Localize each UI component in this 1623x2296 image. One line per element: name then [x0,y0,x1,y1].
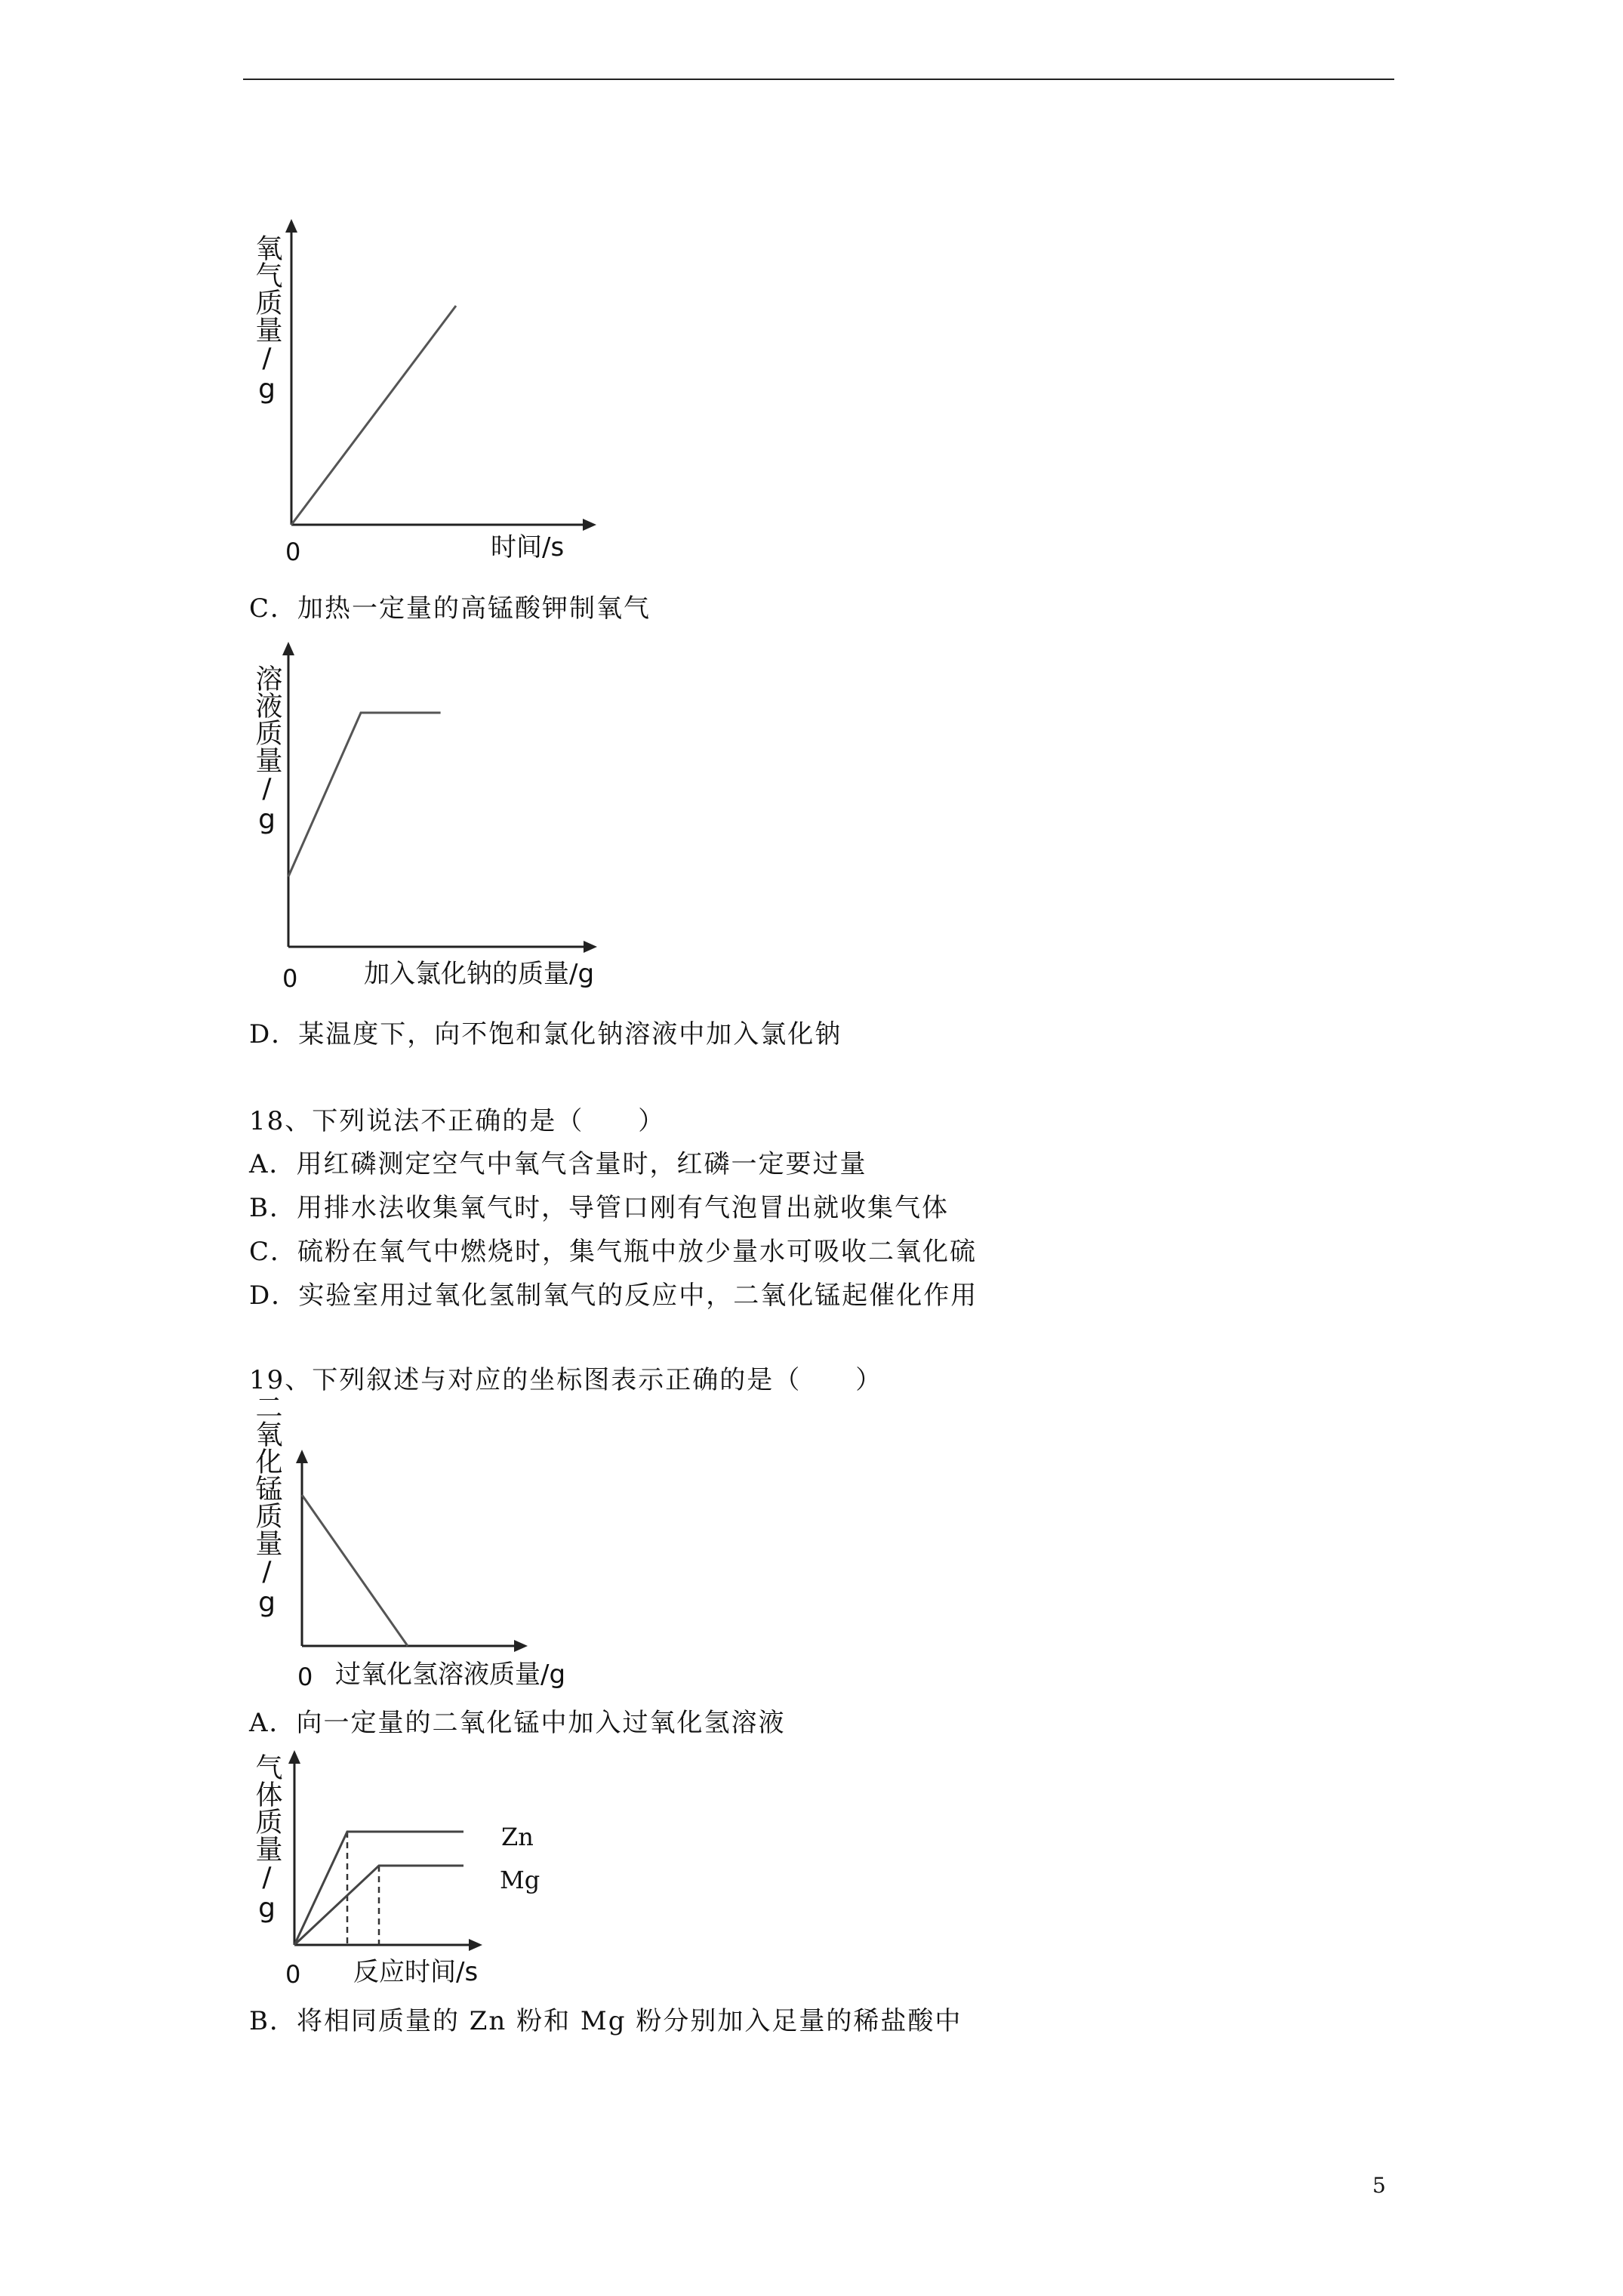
q19-option-b: B．将相同质量的 Zn 粉和 Mg 粉分别加入足量的稀盐酸中 [249,2006,962,2036]
q19-option-a: A．向一定量的二氧化锰中加入过氧化氢溶液 [249,1708,786,1738]
chart4-series-label-zn: Zn [501,1823,534,1851]
q19-stem: 19、下列叙述与对应的坐标图表示正确的是（ ） [249,1365,883,1395]
chart3-axes [296,1450,528,1652]
q18-stem: 18、下列说法不正确的是（ ） [249,1106,666,1136]
chart4-ylabel [248,1753,281,1934]
chart2-xlabel: 加入氯化钠的质量/g [364,959,595,989]
q18-option-a: A．用红磷测定空气中氧气含量时，红磷一定要过量 [249,1149,867,1179]
chart4-plot [282,1750,509,1946]
chart1-ylabel-text: 氧气质量/g [251,234,282,405]
chart1-series-line [291,306,456,525]
page-number: 5 [1372,2173,1386,2198]
chart1-axes [285,219,596,531]
chart2-series-line [288,713,441,877]
q17-option-d: D．某温度下，向不饱和氯化钠溶液中加入氯化钠 [249,1019,842,1049]
chart3-xlabel: 过氧化氢溶液质量/g [335,1660,566,1690]
chart4-ylabel-text: 气体质量/g [251,1753,282,1924]
q18-option-b: B．用排水法收集氧气时，导管口刚有气泡冒出就收集气体 [249,1193,949,1223]
chart1-xlabel: 时间/s [491,532,565,562]
chart2-plot [276,642,608,959]
chart3-plot [290,1450,539,1646]
q18-option-d: D．实验室用过氧化氢制氧气的反应中，二氧化锰起催化作用 [249,1281,978,1311]
chart4-axes [288,1750,482,1951]
chart4-xlabel: 反应时间/s [353,1957,479,1987]
q17-option-c: C．加热一定量的高锰酸钾制氧气 [249,593,651,624]
chart2-ylabel-text: 溶液质量/g [251,664,282,835]
chart4-series-label-mg: Mg [500,1866,540,1894]
chart3-origin: 0 [297,1663,313,1691]
chart1-origin: 0 [285,538,301,566]
chart4-origin: 0 [285,1960,301,1989]
q18-option-c: C．硫粉在氧气中燃烧时，集气瓶中放少量水可吸收二氧化硫 [249,1237,978,1267]
chart2-axes [282,642,597,953]
chart2-origin: 0 [282,964,298,993]
chart3-ylabel [248,1393,281,1629]
chart3-series-line [302,1495,408,1646]
header-rule [243,79,1394,80]
chart1-ylabel [248,234,281,415]
chart3-ylabel-text: 二氧化锰质量/g [251,1393,282,1618]
chart1-plot [279,219,604,544]
